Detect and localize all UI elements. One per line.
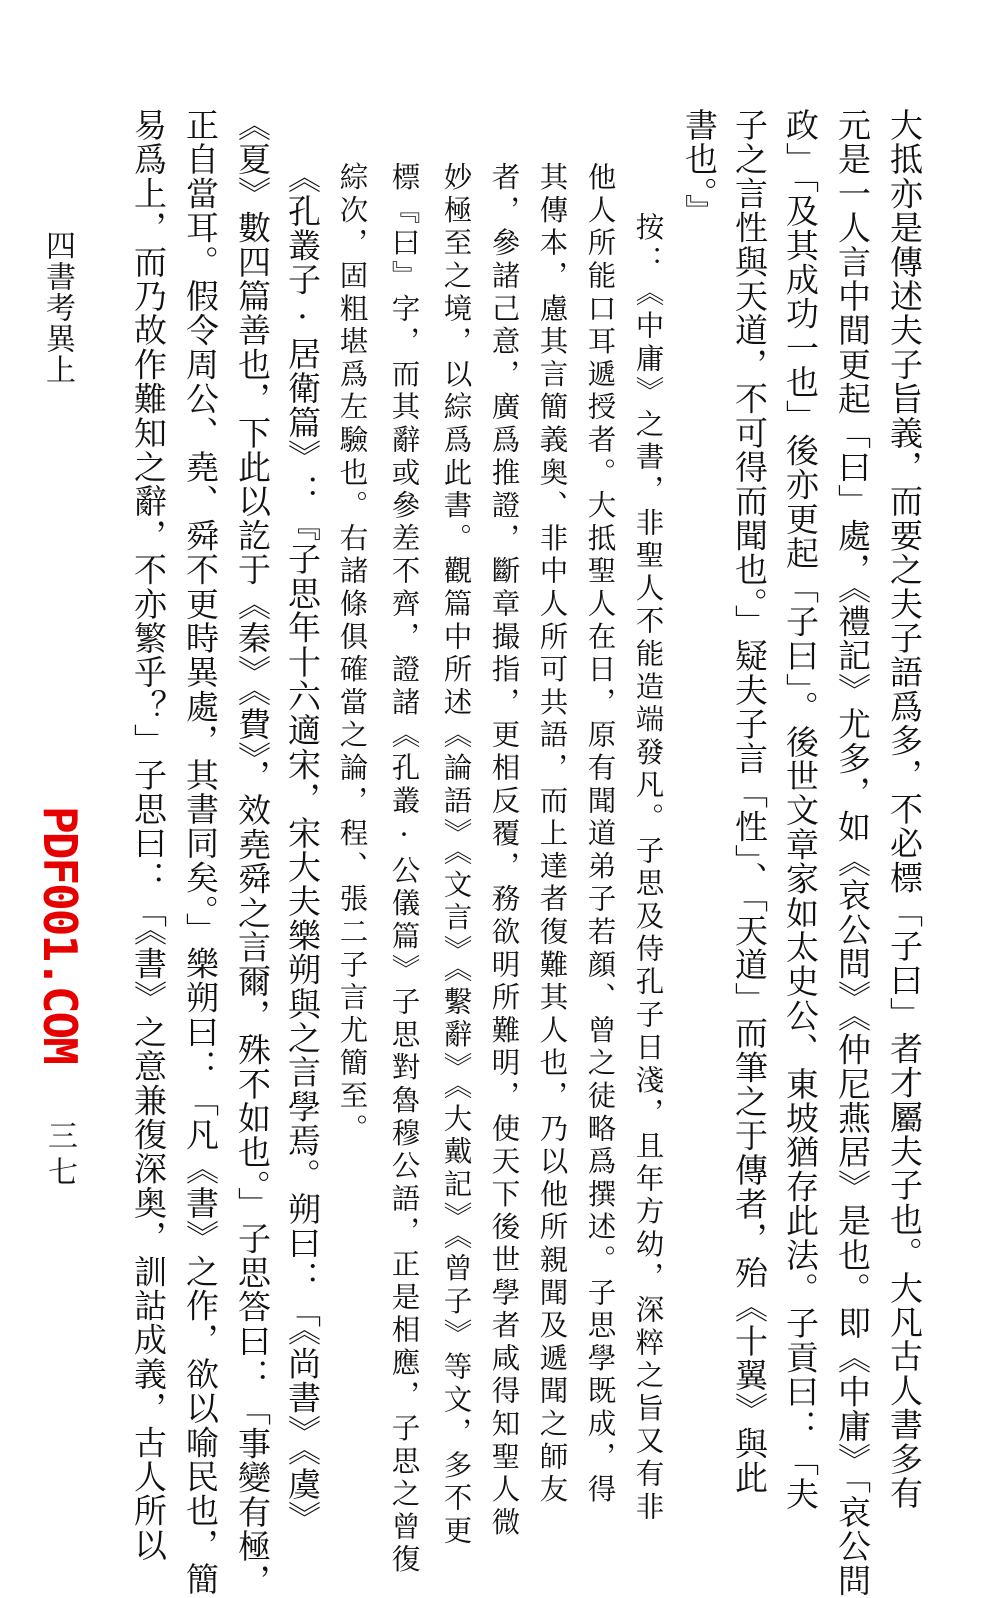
watermark: PDF001.COM xyxy=(33,806,87,1063)
note-column-1: 按：《中庸》之書，非聖人不能造端發凡。子思及侍孔子日淺，且年方幼，深粹之旨又有非 xyxy=(631,212,665,1524)
text-column-9: 易爲上，而乃故作難知之辭，不亦繁乎？」子思曰：「《書》之意兼復深奥，訓詁成義，古人所以 xyxy=(129,108,168,1563)
text-column-2: 元是一人言中間更起「曰」處，《禮記》尤多，如《哀公問》《仲尼燕居》是也。即《中庸》「哀公問 xyxy=(833,108,872,1598)
note-column-2: 他人所能口耳遞授者。大抵聖人在日，原有聞道弟子若顔、曾之徒略爲撰述。子思學既成，得 xyxy=(583,162,617,1507)
text-column-8: 正自當耳。假令周公、堯、舜不更時異處，其書同矣。」樂朔曰：「凡《書》之作，欲以喻民也，簡 xyxy=(181,108,220,1597)
text-column-5: 書也。』 xyxy=(680,108,719,229)
text-column-4: 子之言性與天道，不可得而聞也。」疑夫子言「性」、「天道」而筆之于傳者，殆《十翼》與此 xyxy=(730,108,769,1495)
text-column-6: 《孔叢子·居衛篇》：『子思年十六適宋，宋大夫樂朔與之言學焉。朔曰：「《尚書》《虞》 xyxy=(283,160,322,1536)
text-column-1: 大抵亦是傳述夫子旨義，而要之夫子語爲多，不必標「子曰」者才屬夫子也。大凡古人書多有 xyxy=(885,108,924,1511)
note-column-5: 妙極至之境，以綜爲此書。觀篇中所述《論語》《文言》《繫辭》《大戴記》《曾子》等文，多不更 xyxy=(439,162,473,1549)
note-column-7: 綜次，固粗堪爲左驗也。右諸條俱確當之論，程、張二子言尤簡至。 xyxy=(335,162,369,1146)
running-title: 四書考異上 xyxy=(40,230,75,385)
text-column-3: 政」「及其成功一也」後亦更起「子曰」。後世文章家如太史公、東坡猶存此法。子貢曰：「夫 xyxy=(781,108,820,1512)
note-column-3: 其傳本，慮其言簡義奥、非中人所可共語，而上達者復難其人也，乃以他所親聞及遞聞之師友 xyxy=(535,162,569,1507)
note-column-4: 者，參諸己意，廣爲推證，斷章撮指，更相反覆，務欲明所難明，使天下後世學者咸得知聖人微 xyxy=(487,162,521,1540)
text-column-7: 《夏》數四篇善也，下此以訖于《秦》《費》，效堯舜之言爾，殊不如也。」子思答曰：「事變有極， xyxy=(233,108,272,1598)
page-number: 三七 xyxy=(42,1120,77,1192)
note-column-6: 標『曰』字，而其辭或參差不齊，證諸《孔叢·公儀篇》子思對魯穆公語，正是相應，子思之曾復 xyxy=(387,162,421,1577)
